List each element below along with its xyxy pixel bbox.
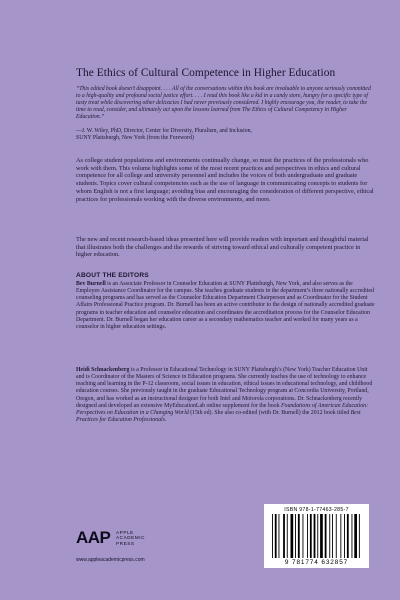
- description-paragraph-1: As college student populations and environments continually change, so must the practices of the professionals who work with them. This volume highlights some of the most recent practices and perspectives in ethics and cultural competence for all college and university personnel and includes the voices of both undergraduate and graduate students. Topics cover cultural competencies such as the use of language in communicating concepts to students for whom English is not a first language; avoiding bias and encouraging the consideration of different perspective, ethical practices for professionals working with the diverse environments, and more.: [76, 157, 374, 203]
- description-paragraph-2: The new and recent research-based ideas presented here will provide readers with important and thoughtful material that illustrates both the challenges and the rewards of striving toward ethical and culturally competent practice in higher education.: [76, 236, 369, 259]
- editor-bio-text: is an Associate Professor in Counselor Education at SUNY Plattsburgh, New York, and also serves as the Employee Assistance Coordinator for the campus. She teaches graduate students in the department’s three nationally accredited counseling programs and has served as the Counselor Education Department Chairperson and as Coordinator for the Student Affairs Professional Practice program. Dr. Burnell has been an active contributor to the design of nationally accredited graduate programs in teacher education and counselor education and coordinates the accreditation process for the Counselor Education Department. Dr. Burnell began her education career as a secondary mathematics teacher and worked for many years as a counselor in higher education settings.: [76, 281, 375, 330]
- publisher-name-line: PRESS: [116, 540, 135, 546]
- editor-bio-text: is a Professor in Educational Technology in SUNY Plattsburgh’s (New York) Teacher Education Unit and is Coordinator of the Masters of Science in Education programs. She currently teaches the use of technology to enhance teaching and learning in the P-12 classroom, social issues in education, ethical issues in educational technology, and childhood education courses. She previously taught in the graduate Educational Technology program at Concordia University, Portland, Oregon, and has worked as an instructional designer for both Intel and Motorola corporations. Dr. Schnackenberg recently designed and developed an extensive MyEducationLab online supplement for the book: [76, 367, 373, 409]
- book-title-italic: Best Practices for Education Professionals: [76, 409, 361, 424]
- aap-logo-mark: AAP: [76, 528, 111, 547]
- publisher-website: www.appleacademicpress.com: [76, 557, 145, 563]
- publisher-name-line: ACADEMIC: [116, 535, 146, 541]
- editor-bio-schnackenberg: [76, 367, 376, 424]
- isbn-barcode: [264, 504, 369, 568]
- editor-name: Heidi Schnackenberg: [76, 367, 130, 373]
- about-editors-heading: ABOUT THE EDITORS: [76, 272, 149, 279]
- attribution-line-2: SUNY Plattsburgh, New York (from the Foreword): [76, 134, 194, 141]
- editor-name: Bev Burnell: [76, 281, 106, 287]
- endorsement-quote: “This edited book doesn’t disappoint. . . . All of the conversations within this book are invaluable to anyone seriously committed to a high-quality and profound social justice effort. . . . I read this book like a kid in a candy store, hungry for a specific type of tasty treat while discovering other delicacies I had never previously considered. I highly encourage you, the reader, to take the time to read, consider, and ultimately act upon the lessons learned from The Ethics of Cultural Competency in Higher Education.”: [76, 86, 371, 120]
- book-title: The Ethics of Cultural Competence in Higher Education: [76, 67, 336, 79]
- publisher-name: [116, 530, 145, 546]
- isbn-label: ISBN 978-1-77463-285-7: [284, 507, 349, 513]
- endorsement-attribution: [76, 128, 376, 142]
- attribution-line-1: —J. W. Wiley, PhD, Director, Center for Diversity, Pluralism, and Inclusion,: [76, 128, 252, 134]
- publisher-name-line: APPLE: [116, 530, 134, 535]
- barcode-digits: 9 781774 632857: [284, 559, 349, 566]
- editor-bio-text: (15th ed). She also co-edited (with Dr. Burnell) the 2012 book titled: [188, 409, 351, 416]
- book-title-italic: Foundations of American Education: Perspectives on Education in a Changing World: [76, 402, 369, 416]
- editor-bio-text: .: [164, 417, 167, 424]
- editor-bio-burnell: [76, 281, 376, 331]
- barcode-icon: [272, 514, 361, 558]
